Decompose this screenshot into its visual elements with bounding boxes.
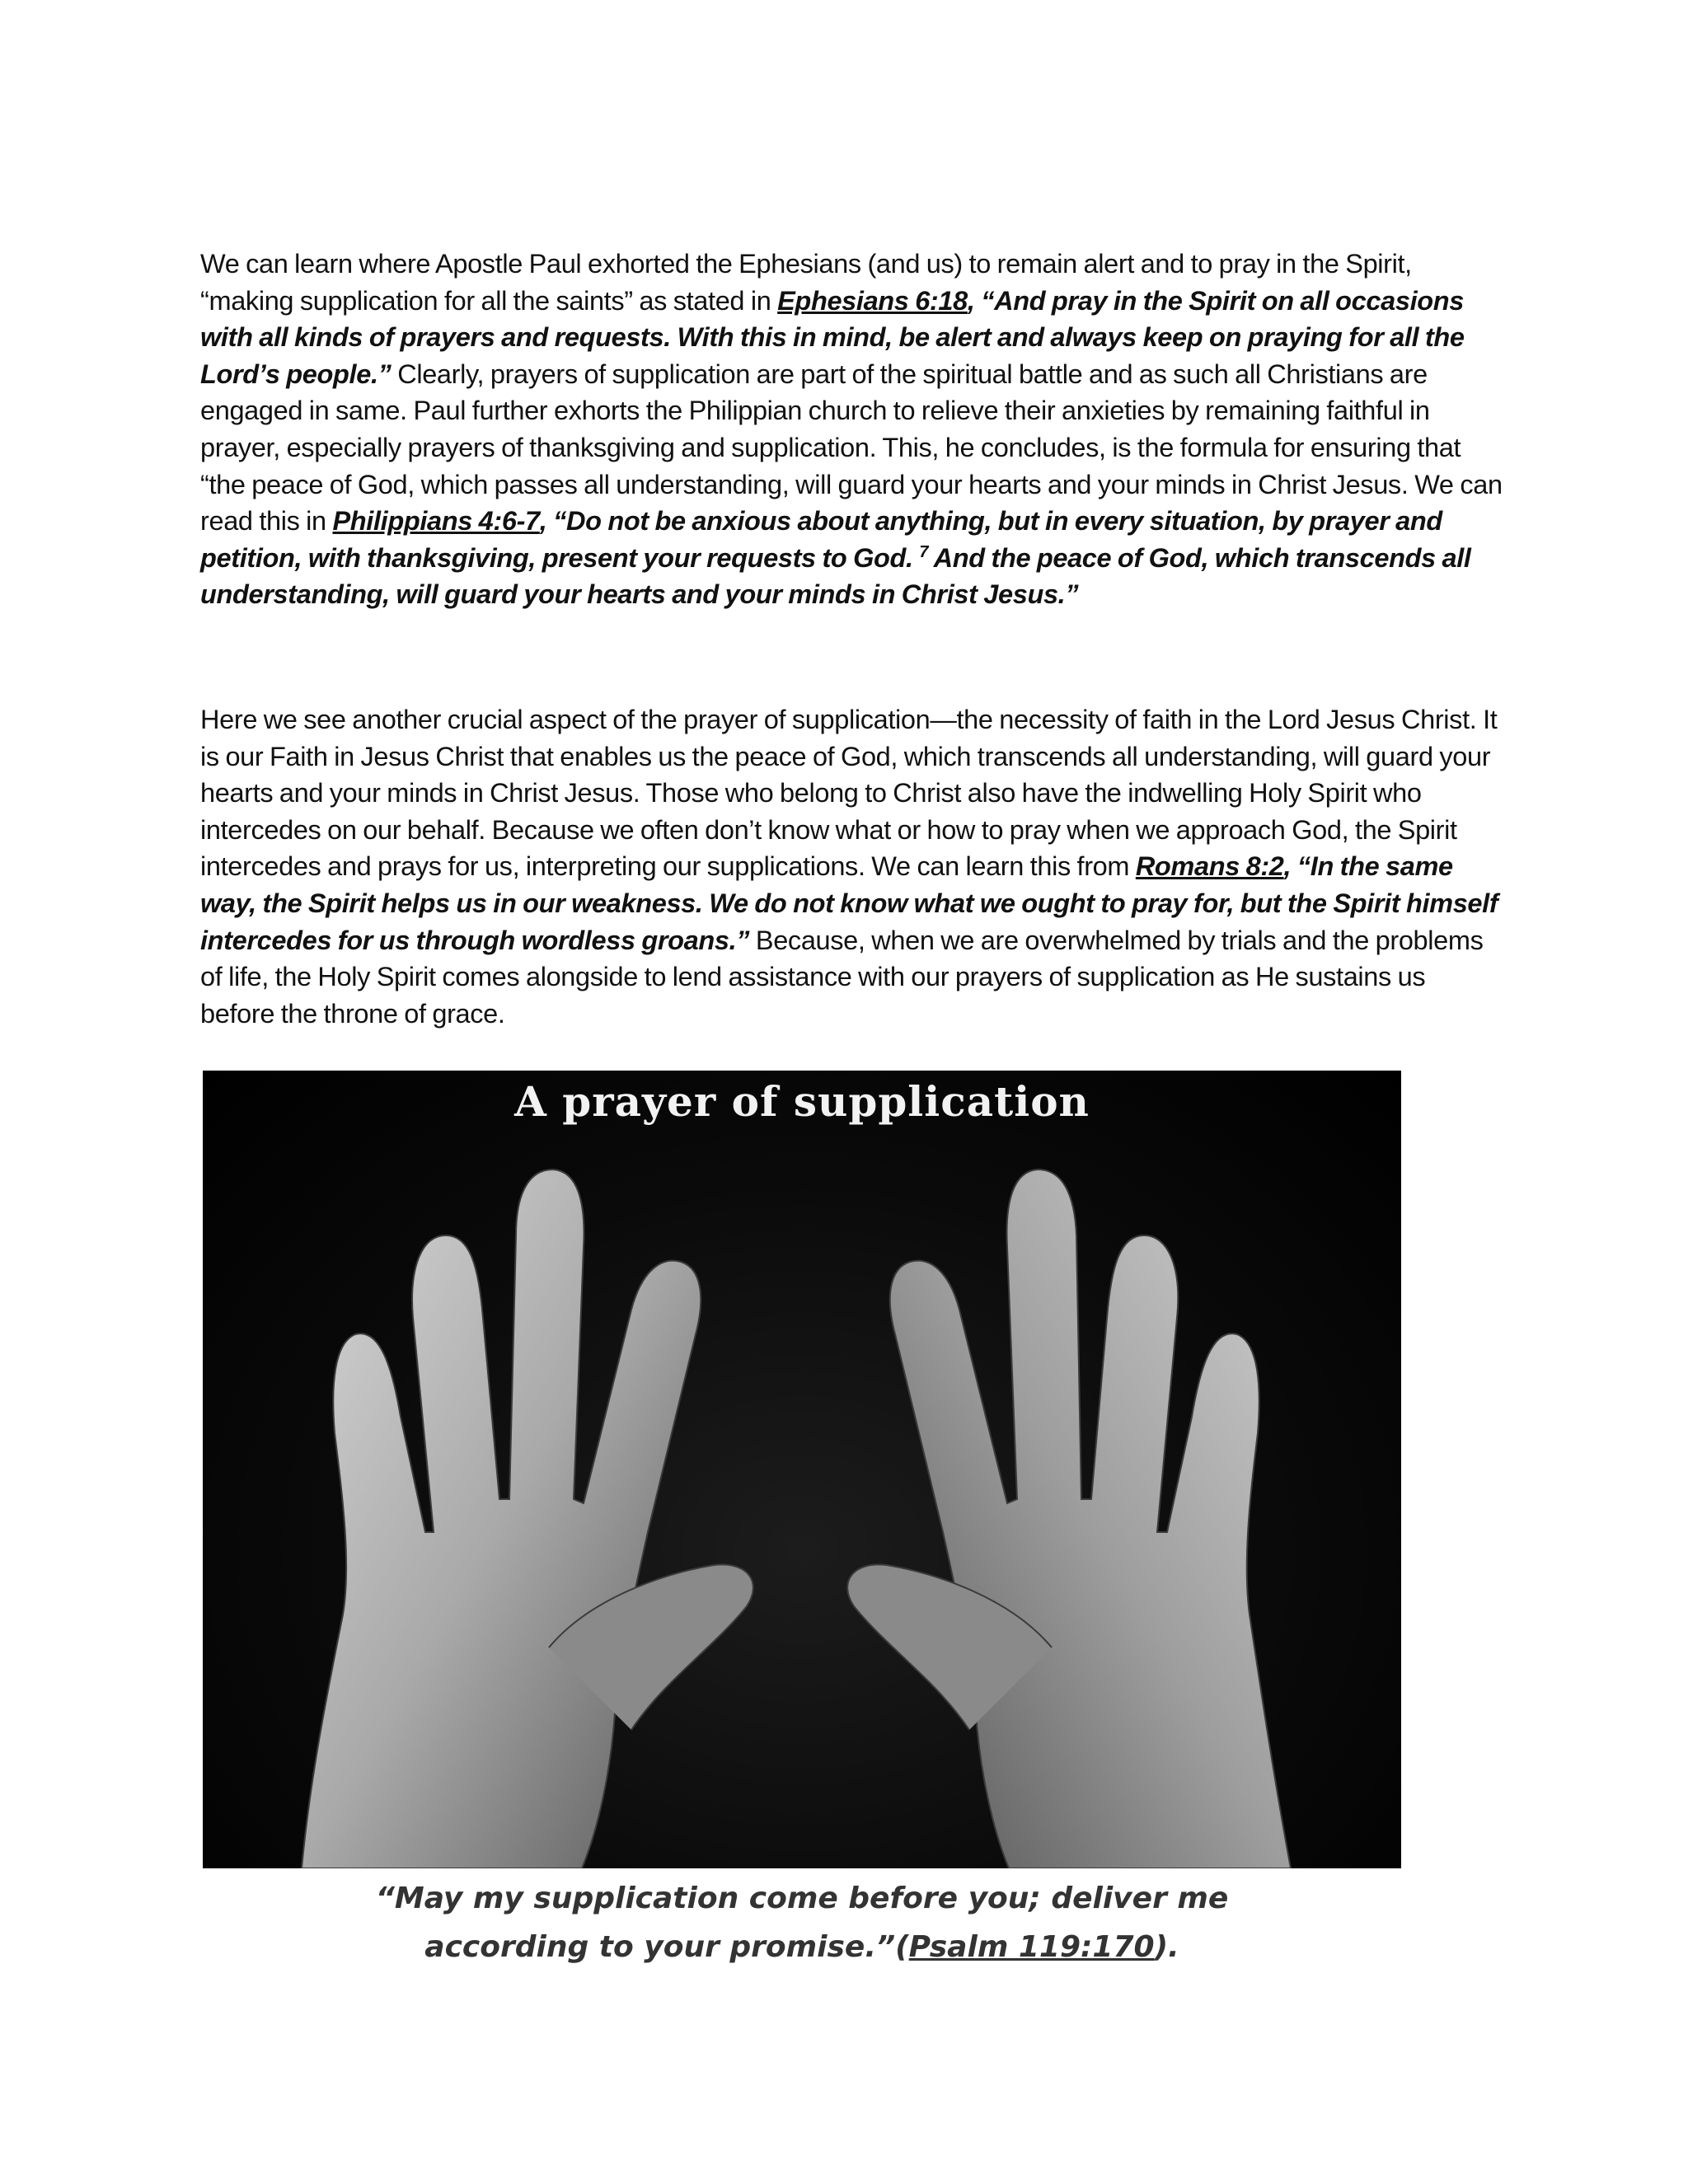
verse-number: 7	[919, 542, 929, 561]
caption-text: ).	[1154, 1930, 1179, 1964]
paragraph-text: Clearly, prayers of supplication are part of the spiritual battle and as such all Christians are engaged in same. Paul further exhorts the Philippian church to relieve their anxieties by remaining faithful in prayer, especially prayers of thanksgiving and supplication. This, he concludes, is the formula for ensuring that “the peace of God, which passes all understanding, will guard your hearts and your minds in Christ Jesus. We can read this in	[200, 359, 1503, 537]
praying-hands-image	[203, 1071, 1401, 1868]
scripture-quote-philippians: , “Do not be anxious about anything, but in every situation, by prayer and petition, with thanksgiving, present your requests to God.	[200, 506, 1442, 573]
scripture-quote-ephesians: , “And pray in the Spirit on all occasions with all kinds of prayers and requests. With this in mind, be alert and always keep on praying for all the Lord’s people.”	[200, 285, 1465, 389]
paragraph-text: Because, when we are overwhelmed by trials and the problems of life, the Holy Spirit comes alongside to lend assistance with our prayers of supplication as He sustains us before the throne of grace.	[200, 925, 1484, 1029]
left-hand-shape	[302, 1169, 753, 1868]
paragraph-romans	[200, 701, 1503, 1032]
paragraph-ephesians-philippians	[200, 246, 1503, 613]
paragraph-text: Here we see another crucial aspect of the prayer of supplication—the necessity of faith in the Lord Jesus Christ. It is our Faith in Jesus Christ that enables us the peace of God, which transcends all understanding, will guard your hearts and your minds in Christ Jesus. Those who belong to Christ also have the indwelling Holy Spirit who intercedes on our behalf. Because we often don’t know what or how to pray when we approach God, the Spirit intercedes and prays for us, interpreting our supplications. We can learn this from	[200, 705, 1498, 882]
scripture-quote-philippians-cont: And the peace of God, which transcends all understanding, will guard your hearts and your minds in Christ Jesus.”	[200, 542, 1471, 610]
scripture-quote-romans: , “In the same way, the Spirit helps us in our weakness. We do not know what we ought to pray for, but the Spirit himself intercedes for us through wordless groans.”	[200, 851, 1498, 955]
image-title: A prayer of supplication	[514, 1077, 1090, 1126]
paragraph-text: We can learn where Apostle Paul exhorted the Ephesians (and us) to remain alert and to pray in the Spirit, “making supplication for all the saints” as stated in	[200, 249, 1412, 316]
image-caption-line1: “May my supplication come before you; deliver me	[375, 1882, 1229, 1915]
scripture-reference-ephesians: Ephesians 6:18	[777, 285, 968, 316]
right-hand-shape	[847, 1169, 1291, 1868]
caption-scripture-reference: Psalm 119:170	[908, 1930, 1155, 1964]
praying-hands-illustration	[203, 1071, 1401, 1868]
image-caption-line2	[203, 1930, 1401, 1964]
scripture-reference-philippians: Philippians 4:6-7	[332, 506, 540, 537]
caption-text: according to your promise.”(	[424, 1930, 909, 1964]
scripture-reference-romans: Romans 8:2	[1135, 851, 1284, 882]
